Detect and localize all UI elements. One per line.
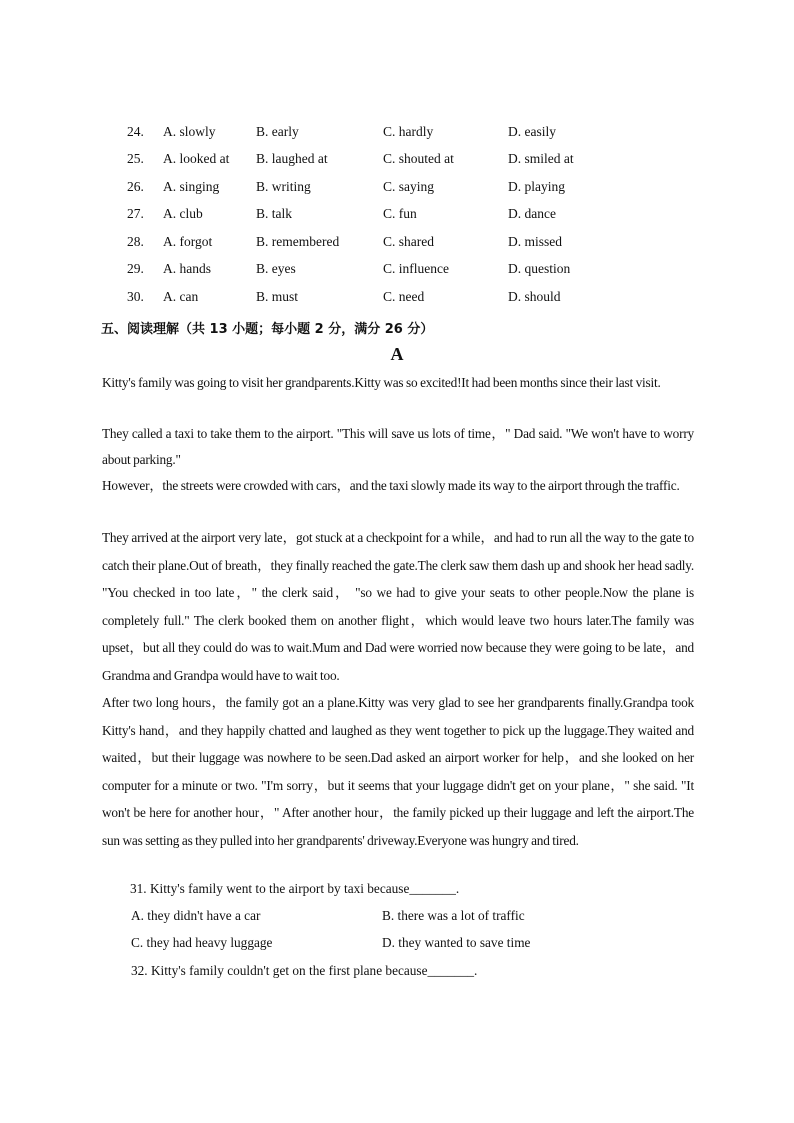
option-b: B. early <box>256 124 299 139</box>
question-number: 29. <box>127 261 144 276</box>
option-b: B. must <box>256 289 299 304</box>
option-b: B. laughed at <box>256 151 328 166</box>
option-d: D. playing <box>508 179 565 194</box>
option-c: C. fun <box>383 206 417 221</box>
question-31-stem: 31. Kitty's family went to the airport by taxi because_______. <box>130 881 460 896</box>
option-a: A. slowly <box>163 124 216 139</box>
question-number: 27. <box>127 206 144 221</box>
option-b: B. remembered <box>256 234 340 249</box>
question-31-option-a: A. they didn't have a car <box>131 908 261 923</box>
option-a: A. looked at <box>163 151 230 166</box>
option-b: B. writing <box>256 179 311 194</box>
option-a: A. club <box>163 206 203 221</box>
option-a: A. can <box>163 289 199 304</box>
passage-paragraph-4: They arrived at the airport very late，got stuck at a checkpoint for a while，and had to run all the way to the gate to catch their plane.Out of breath，they finally reached the gate.The clerk saw them dash up and shook her head sadly. "You checked in too late，" the clerk said， "so we had to give your seats to other people.Now the plane is completely full." The clerk booked them on another flight，which would leave two hours later.The family was upset，but all they could do was to wait.Mum and Dad were worried now because they were going to be late，and Grandma and Grandpa would have to wait too. <box>102 530 694 683</box>
option-row-29 <box>0 261 794 281</box>
option-c: C. shared <box>383 234 434 249</box>
option-c: C. saying <box>383 179 435 194</box>
question-number: 28. <box>127 234 144 249</box>
section-title: 五、阅读理解（共 13 小题；每小题 2 分，满分 26 分） <box>101 322 434 337</box>
option-row-30 <box>0 289 794 309</box>
passage-letter: A <box>390 344 404 364</box>
option-c: C. shouted at <box>383 151 454 166</box>
option-c: C. influence <box>383 261 449 276</box>
passage-paragraph-2: They called a taxi to take them to the airport. "This will save us lots of time，" Dad said. "We won't have to worry about parking." <box>102 426 694 467</box>
option-a: A. singing <box>163 179 220 194</box>
question-31-option-d: D. they wanted to save time <box>382 935 531 950</box>
question-31-option-c: C. they had heavy luggage <box>131 935 273 950</box>
question-number: 25. <box>127 151 144 166</box>
question-32-stem: 32. Kitty's family couldn't get on the first plane because_______. <box>131 963 478 978</box>
option-d: D. easily <box>508 124 556 139</box>
option-b: B. talk <box>256 206 292 221</box>
option-row-26 <box>0 179 794 199</box>
option-d: D. missed <box>508 234 562 249</box>
option-b: B. eyes <box>256 261 296 276</box>
question-31-option-b: B. there was a lot of traffic <box>382 908 525 923</box>
question-number: 30. <box>127 289 144 304</box>
option-d: D. dance <box>508 206 556 221</box>
option-row-27 <box>0 206 794 226</box>
option-row-25 <box>0 151 794 171</box>
option-d: D. smiled at <box>508 151 574 166</box>
option-c: C. hardly <box>383 124 434 139</box>
option-a: A. hands <box>163 261 211 276</box>
option-d: D. question <box>508 261 571 276</box>
passage-paragraph-1: Kitty's family was going to visit her grandparents.Kitty was so excited!It had been months since their last visit. <box>102 375 661 390</box>
option-row-24 <box>0 124 794 144</box>
question-number: 26. <box>127 179 144 194</box>
option-row-28 <box>0 234 794 254</box>
option-a: A. forgot <box>163 234 213 249</box>
question-number: 24. <box>127 124 144 139</box>
passage-paragraph-5: After two long hours，the family got an a plane.Kitty was very glad to see her grandparents finally.Grandpa took Kitty's hand，and they happily chatted and laughed as they went together to pick up the luggage.They waited and waited，but their luggage was nowhere to be seen.Dad asked an airport worker for help，and she looked on her computer for a minute or two. "I'm sorry，but it seems that your luggage didn't get on your plane，" she said. "It won't be here for another hour，" After another hour，the family picked up their luggage and left the airport.The sun was setting as they pulled into her grandparents' driveway.Everyone was hungry and tired. <box>102 695 694 848</box>
option-d: D. should <box>508 289 561 304</box>
passage-paragraph-3: However，the streets were crowded with cars，and the taxi slowly made its way to the airport through the traffic. <box>102 478 680 493</box>
option-c: C. need <box>383 289 425 304</box>
